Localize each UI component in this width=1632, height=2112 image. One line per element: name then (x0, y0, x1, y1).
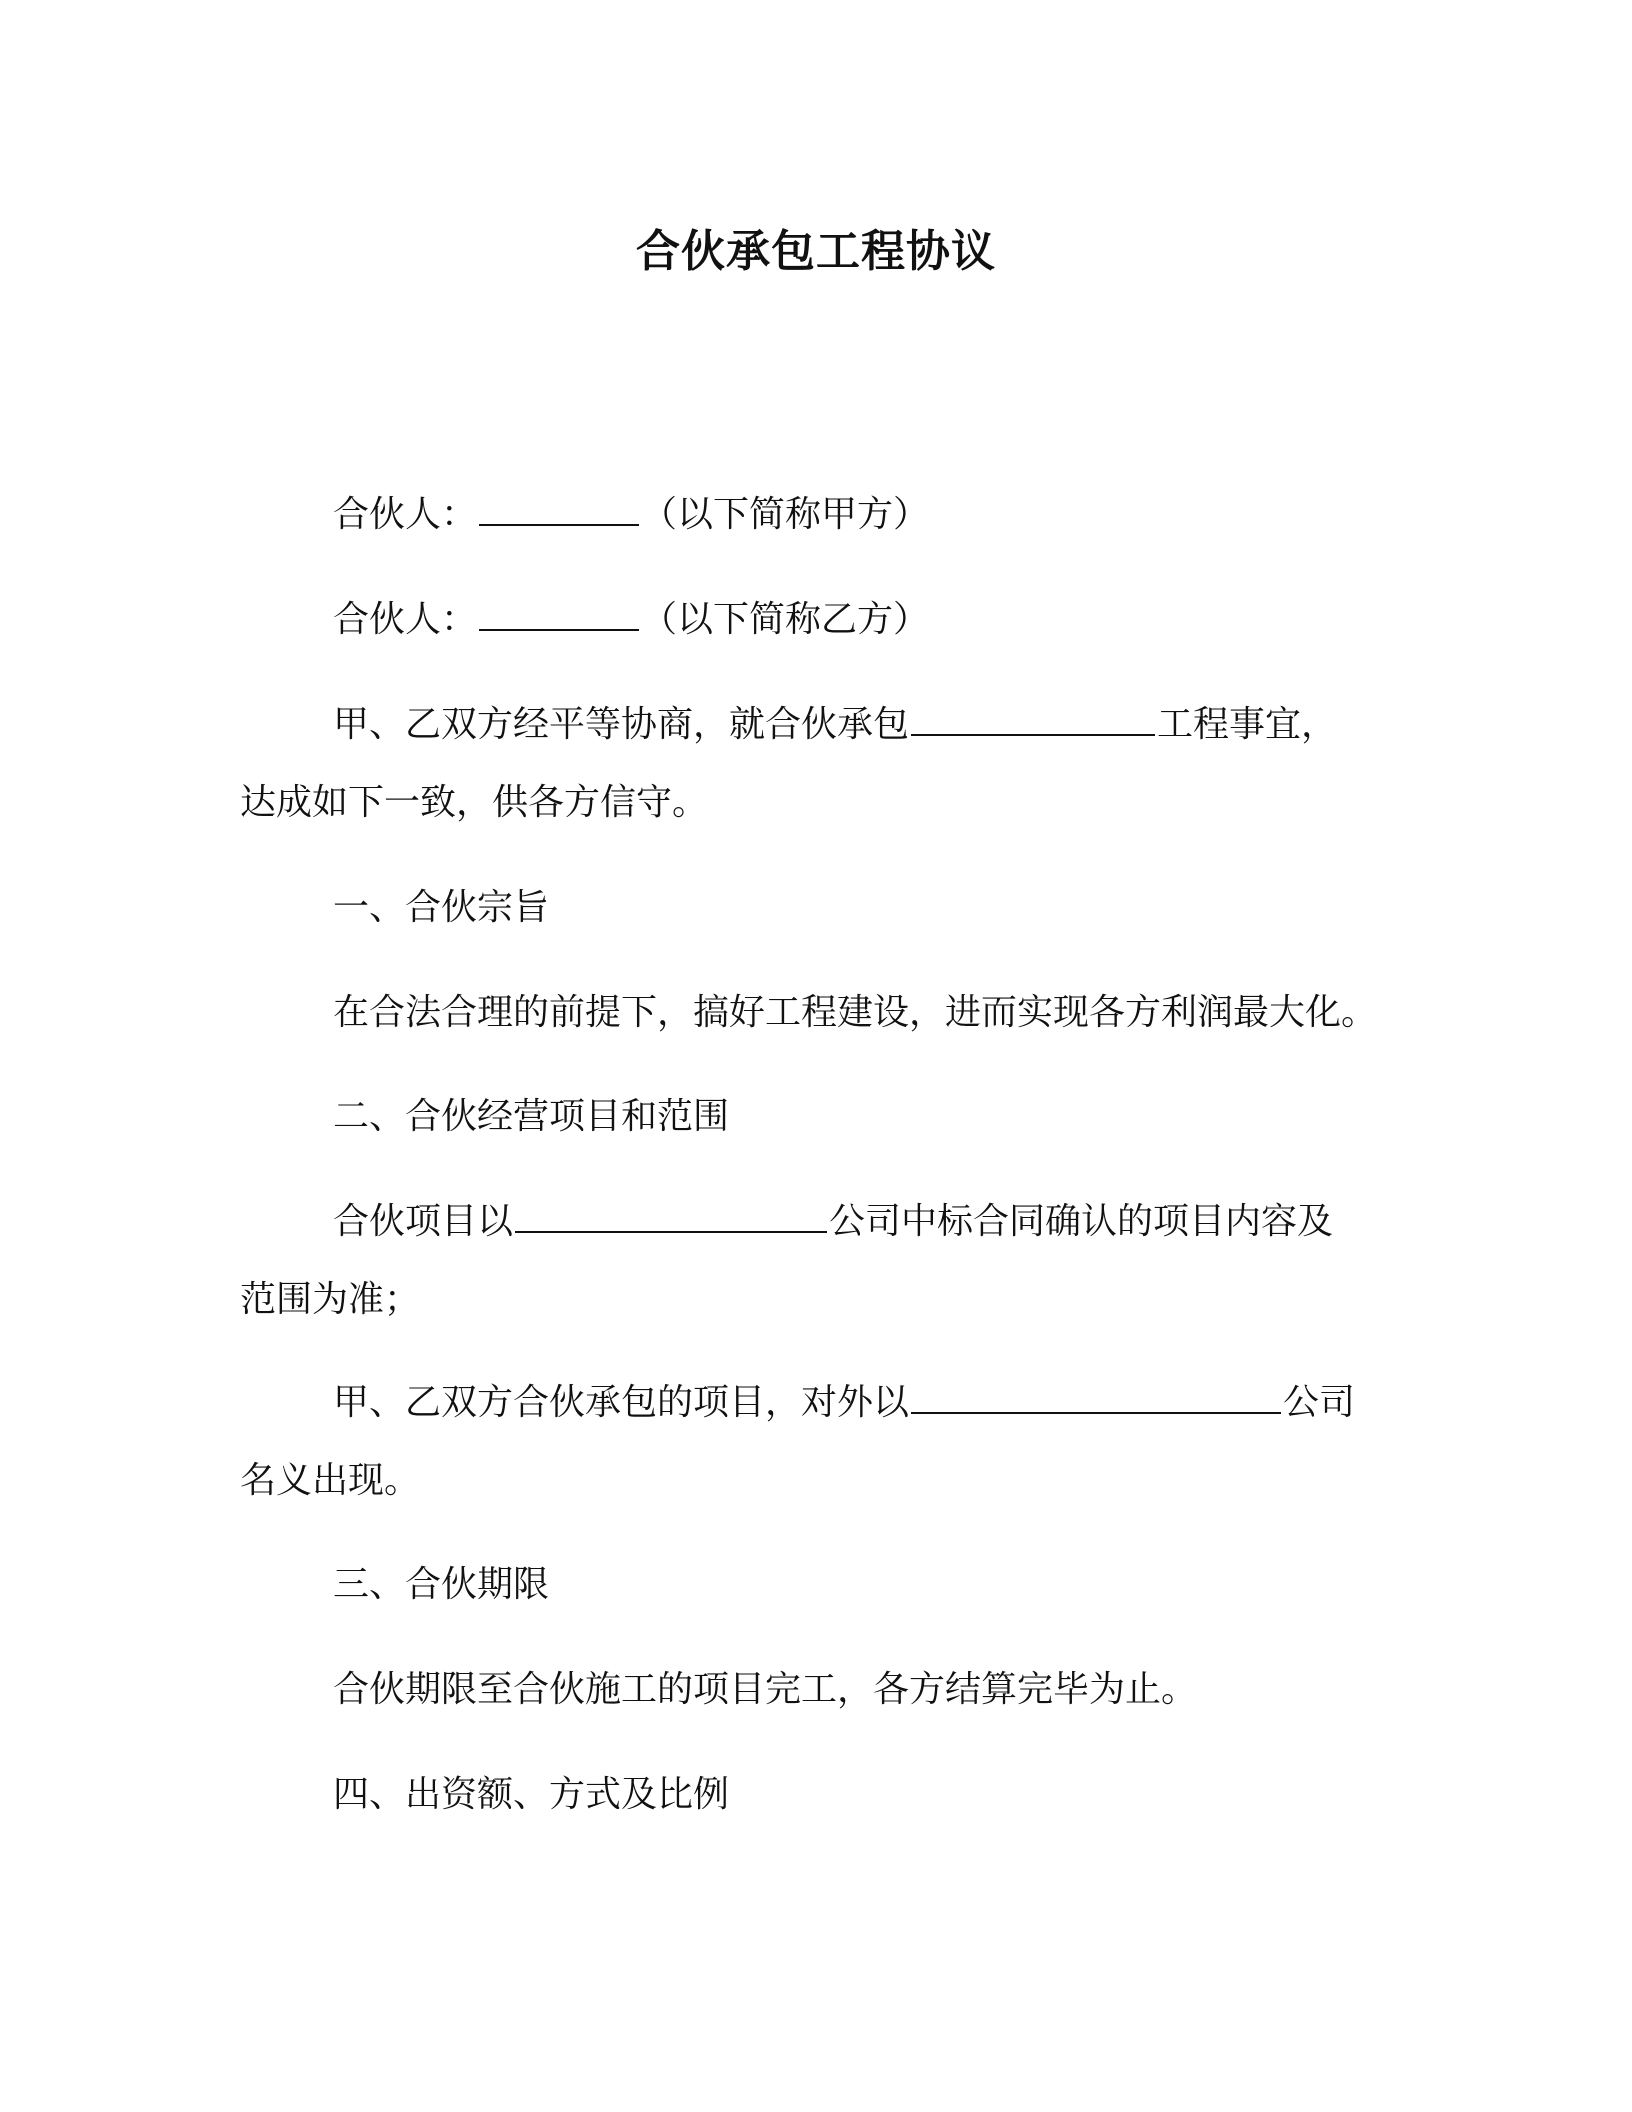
section2-heading: 二、合伙经营项目和范围 (333, 1096, 730, 1137)
section2-outside-blank (911, 1382, 1281, 1414)
partner-a-line (333, 490, 929, 540)
intro-continuation: 达成如下一致，供各方信守。 (240, 782, 709, 823)
section4-heading: 四、出资额、方式及比例 (333, 1774, 730, 1815)
intro-suffix: 工程事宜， (1157, 704, 1338, 745)
section2-para2-continuation: 名义出现。 (240, 1460, 421, 1501)
partner-a-suffix: （以下简称甲方） (641, 494, 930, 535)
intro-prefix: 甲、乙双方经平等协商，就合伙承包 (333, 704, 910, 745)
partner-b-blank (479, 599, 639, 631)
section3-body: 合伙期限至合伙施工的项目完工，各方结算完毕为止。 (333, 1669, 1198, 1710)
section3-heading: 三、合伙期限 (333, 1564, 550, 1605)
intro-line (333, 700, 1337, 750)
section2-para2-prefix: 甲、乙双方合伙承包的项目，对外以 (333, 1382, 910, 1423)
partner-b-line (333, 595, 929, 645)
section1-heading: 一、合伙宗旨 (333, 887, 550, 928)
partner-a-label: 合伙人： (333, 494, 478, 535)
section2-company-blank (515, 1201, 827, 1233)
section2-para2-suffix: 公司 (1283, 1382, 1356, 1423)
partner-a-blank (479, 494, 639, 526)
document-title: 合伙承包工程协议 (636, 226, 996, 277)
section2-para1-suffix: 公司中标合同确认的项目内容及 (829, 1201, 1334, 1242)
section2-para1-prefix: 合伙项目以 (333, 1201, 514, 1242)
partner-b-suffix: （以下简称乙方） (641, 599, 930, 640)
intro-project-blank (911, 704, 1155, 736)
section2-para1 (333, 1197, 1333, 1247)
section1-body: 在合法合理的前提下，搞好工程建设，进而实现各方利润最大化。 (333, 992, 1378, 1033)
section2-para1-continuation: 范围为准； (240, 1279, 421, 1320)
section2-para2 (333, 1378, 1355, 1428)
partner-b-label: 合伙人： (333, 599, 478, 640)
